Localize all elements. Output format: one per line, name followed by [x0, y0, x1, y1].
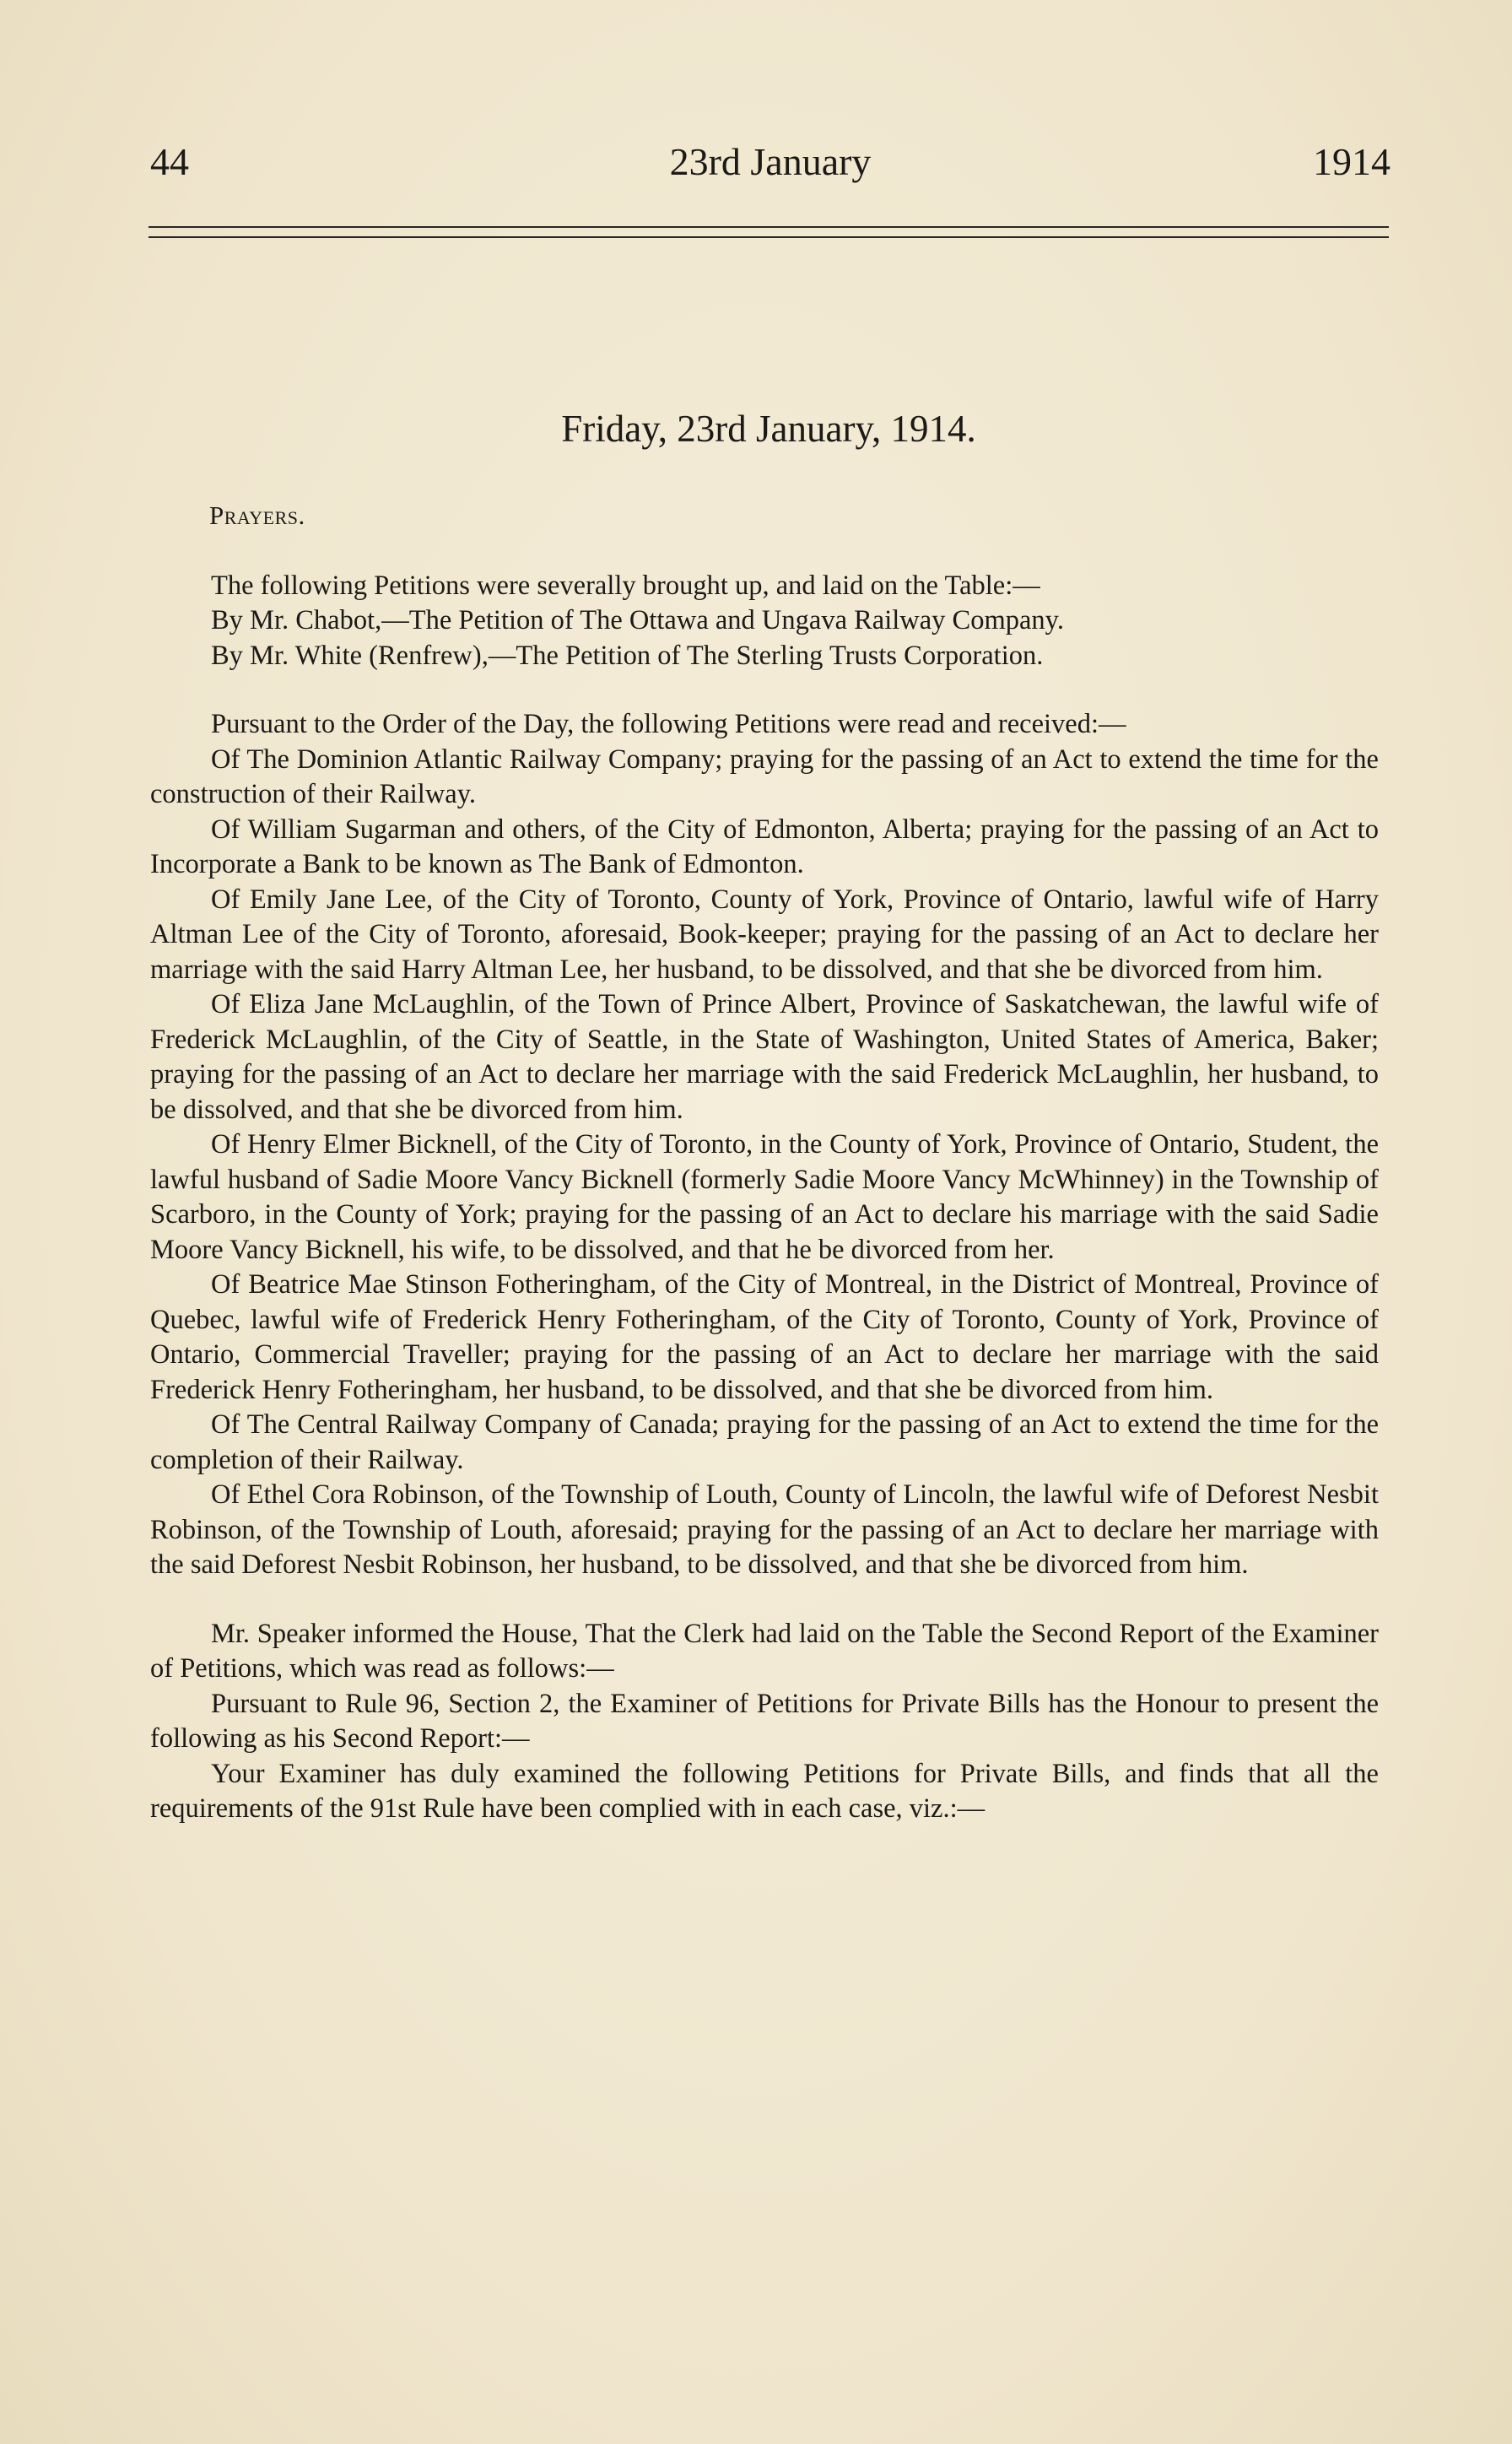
petition-by-white: By Mr. White (Renfrew),—The Petition of The Sterling Trusts Corporation.: [211, 640, 1044, 671]
petitions-brought-up-intro: The following Petitions were severally brought up, and laid on the Table:—: [211, 570, 1040, 601]
petition-by-chabot: By Mr. Chabot,—The Petition of The Ottawa and Ungava Railway Company.: [211, 605, 1064, 635]
petition-item: Of The Central Railway Company of Canada; praying for the passing of an Act to extend the time for the completion of their Railway.: [150, 1409, 1379, 1475]
petition-item: Of Beatrice Mae Stinson Fotheringham, of the City of Montreal, in the District of Montreal, Province of Quebec, lawful wife of Frederick Henry Fotheringham, of the City of Toronto, County of York, Province of Ontario, Commercial Traveller; praying for the passing of an Act to declare her marriage with the said Frederick Henry Fotheringham, her husband, to be dissolved, and that she be divorced from him.: [150, 1269, 1379, 1405]
prayers-label: Prayers.: [209, 500, 305, 530]
petition-item: Of William Sugarman and others, of the City of Edmonton, Alberta; praying for the passing of an Act to Incorporate a Bank to be known as The Bank of Edmonton.: [150, 814, 1379, 879]
page-number: 44: [150, 140, 189, 183]
report-paragraph: Your Examiner has duly examined the following Petitions for Private Bills, and finds that all the requirements of the 91st Rule have been complied with in each case, viz.:—: [150, 1758, 1379, 1824]
day-heading: Friday, 23rd January, 1914.: [561, 408, 976, 450]
petition-item: Of Ethel Cora Robinson, of the Township of Louth, County of Lincoln, the lawful wife of Deforest Nesbit Robinson, of the Township of Louth, aforesaid; praying for the passing of an Act to declare her marriage with the said Deforest Nesbit Robinson, her husband, to be dissolved, and that she be divorced from him.: [150, 1479, 1379, 1580]
header-rule-top: [148, 226, 1389, 228]
header-rule-bottom: [148, 236, 1389, 238]
running-head-year: 1914: [1313, 140, 1390, 183]
petition-item: Of Emily Jane Lee, of the City of Toronto, County of York, Province of Ontario, lawful wife of Harry Altman Lee of the City of Toronto, aforesaid, Book-keeper; praying for the passing of an Act to declare her marriage with the said Harry Altman Lee, her husband, to be dissolved, and that she be divorced from him.: [150, 884, 1379, 985]
running-head: [150, 139, 1390, 190]
speaker-report-intro: Mr. Speaker informed the House, That the Clerk had laid on the Table the Second Report of the Examiner of Petitions, which was read as follows:—: [150, 1618, 1379, 1684]
page-body: [150, 403, 1379, 1827]
petition-item: Of Eliza Jane McLaughlin, of the Town of Prince Albert, Province of Saskatchewan, the lawful wife of Frederick McLaughlin, of the City of Seattle, in the State of Washington, United States of America, Baker; praying for the passing of an Act to declare her marriage with the said Frederick McLaughlin, her husband, to be dissolved, and that she be divorced from him.: [150, 989, 1379, 1125]
report-paragraph: Pursuant to Rule 96, Section 2, the Examiner of Petitions for Private Bills has the Honour to present the following as his Second Report:—: [150, 1688, 1379, 1754]
petition-item: Of Henry Elmer Bicknell, of the City of Toronto, in the County of York, Province of Ontario, Student, the lawful husband of Sadie Moore Vancy Bicknell (formerly Sadie Moore Vancy McWhinney) in the Township of Scarboro, in the County of York; praying for the passing of an Act to declare his marriage with the said Sadie Moore Vancy Bicknell, his wife, to be dissolved, and that he be divorced from her.: [150, 1129, 1379, 1265]
petition-item: Of The Dominion Atlantic Railway Company; praying for the passing of an Act to extend the time for the construction of their Railway.: [150, 743, 1379, 809]
running-head-date: 23rd January: [669, 140, 872, 183]
petitions-read-intro: Pursuant to the Order of the Day, the following Petitions were read and received:—: [211, 709, 1126, 739]
